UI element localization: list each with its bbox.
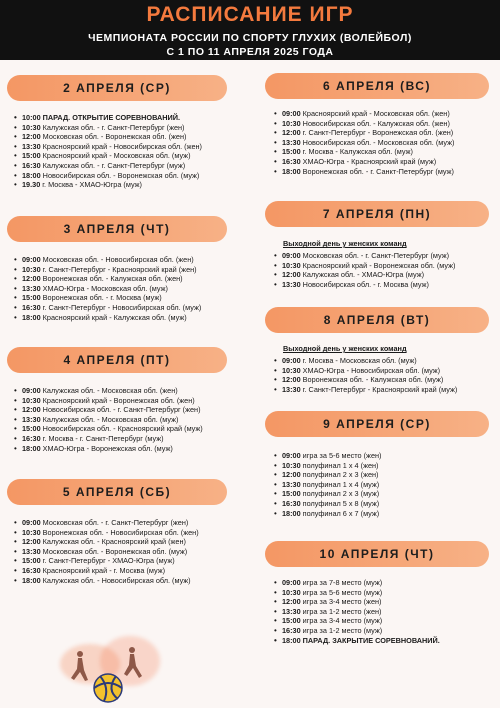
schedule-item bbox=[274, 128, 498, 138]
match-description: полуфинал 6 х 7 (муж) bbox=[302, 508, 380, 518]
match-description: игра за 5-6 место (муж) bbox=[302, 587, 383, 597]
volleyball-decoration bbox=[60, 636, 160, 706]
match-description: г. Санкт-Петербург - Красноярский край (муж) bbox=[302, 384, 458, 394]
match-time: 10:30 bbox=[22, 264, 41, 274]
schedule-item bbox=[274, 607, 498, 617]
match-description: Воронежская обл. - Калужская обл. (муж) bbox=[302, 375, 444, 385]
schedule-item bbox=[14, 566, 254, 576]
schedule-item bbox=[14, 434, 254, 444]
match-time: 15:00 bbox=[282, 489, 301, 499]
match-time: 15:00 bbox=[22, 424, 41, 434]
match-description: Московская обл. - Воронежская обл. (муж) bbox=[42, 546, 188, 556]
match-time: 10:30 bbox=[22, 122, 41, 132]
schedule-item bbox=[274, 280, 498, 290]
match-description: Калужская обл. - г. Санкт-Петербург (жен) bbox=[42, 122, 185, 132]
match-description: Красноярский край - Калужская обл. (муж) bbox=[42, 312, 187, 322]
match-time: 15:00 bbox=[22, 151, 41, 161]
match-description: г. Москва - г. Санкт-Петербург (муж) bbox=[42, 433, 164, 443]
match-description: игра за 1-2 место (жен) bbox=[302, 606, 382, 616]
match-time: 18:00 bbox=[22, 170, 41, 180]
match-description: Новосибирская обл. - г. Санкт-Петербург (жен) bbox=[42, 405, 201, 415]
match-description: Московская обл. - г. Санкт-Петербург (жен) bbox=[42, 518, 189, 527]
match-time: 13:30 bbox=[22, 283, 41, 293]
schedule-item bbox=[14, 284, 254, 294]
header-banner bbox=[0, 0, 500, 60]
schedule-item bbox=[14, 132, 254, 142]
day-heading: 6 АПРЕЛЯ (ВС) bbox=[265, 73, 489, 99]
schedule-item bbox=[274, 109, 498, 119]
match-description: Московская обл. - г. Санкт-Петербург (муж) bbox=[302, 251, 450, 260]
match-time: 18:00 bbox=[282, 635, 301, 645]
schedule-item bbox=[14, 396, 254, 406]
schedule-item bbox=[14, 274, 254, 284]
match-description: ХМАО-Югра - Новосибирская обл. (муж) bbox=[302, 365, 441, 375]
match-time: 16:30 bbox=[22, 160, 41, 170]
schedule-item bbox=[274, 451, 498, 461]
match-description: ПАРАД. ОТКРЫТИЕ СОРЕВНОВАНИЙ. bbox=[42, 113, 181, 122]
day-schedule bbox=[274, 451, 498, 518]
day-heading: 4 АПРЕЛЯ (ПТ) bbox=[7, 347, 227, 373]
schedule-item bbox=[14, 444, 254, 454]
schedule-item bbox=[274, 375, 498, 385]
match-description: полуфинал 2 х 3 (муж) bbox=[302, 489, 380, 499]
day-heading: 5 АПРЕЛЯ (СБ) bbox=[7, 479, 227, 505]
match-time: 09:00 bbox=[282, 356, 301, 365]
schedule-item bbox=[274, 157, 498, 167]
schedule-item bbox=[274, 167, 498, 177]
match-time: 12:00 bbox=[22, 274, 41, 284]
rest-day-note: Выходной день у женских команд bbox=[283, 239, 407, 248]
match-time: 10:30 bbox=[282, 587, 301, 597]
match-time: 12:00 bbox=[282, 270, 301, 280]
match-time: 13:30 bbox=[282, 137, 301, 147]
day-heading: 8 АПРЕЛЯ (ВТ) bbox=[265, 307, 489, 333]
match-time: 16:30 bbox=[282, 625, 301, 635]
day-heading: 3 АПРЕЛЯ (ЧТ) bbox=[7, 216, 227, 242]
day-schedule bbox=[274, 578, 498, 645]
match-description: г. Москва - Московская обл. (муж) bbox=[302, 356, 417, 365]
match-time: 16:30 bbox=[282, 156, 301, 166]
match-description: Красноярский край - Московская обл. (муж) bbox=[42, 151, 191, 161]
match-description: ХМАО-Югра - Московская обл. (муж) bbox=[42, 283, 168, 293]
schedule-item bbox=[274, 147, 498, 157]
match-time: 13:30 bbox=[282, 479, 301, 489]
day-schedule bbox=[274, 356, 498, 394]
match-time: 10:30 bbox=[282, 118, 301, 128]
match-time: 13:30 bbox=[22, 546, 41, 556]
match-description: Новосибирская обл. - Воронежская обл. (муж) bbox=[42, 170, 200, 180]
match-description: Новосибирская обл. - Калужская обл. (жен) bbox=[302, 118, 450, 128]
day-schedule bbox=[274, 109, 498, 176]
schedule-item bbox=[14, 405, 254, 415]
match-time: 18:00 bbox=[22, 443, 41, 453]
match-time: 16:30 bbox=[22, 565, 41, 575]
schedule-item bbox=[274, 270, 498, 280]
match-time: 12:00 bbox=[282, 128, 301, 138]
match-time: 10:30 bbox=[282, 460, 301, 470]
match-description: Красноярский край - г. Москва (муж) bbox=[42, 565, 166, 575]
match-time: 18:00 bbox=[22, 312, 41, 322]
match-time: 12:00 bbox=[282, 597, 301, 607]
schedule-item bbox=[274, 626, 498, 636]
match-description: Красноярский край - Воронежская обл. (жен) bbox=[42, 395, 195, 405]
match-description: Красноярский край - Новосибирская обл. (жен) bbox=[42, 141, 202, 151]
match-time: 10:30 bbox=[282, 365, 301, 375]
match-description: Калужская обл. - ХМАО-Югра (муж) bbox=[302, 270, 425, 280]
match-time: 09:00 bbox=[282, 251, 301, 260]
day-heading: 2 АПРЕЛЯ (СР) bbox=[7, 75, 227, 101]
match-time: 09:00 bbox=[282, 578, 301, 587]
match-time: 15:00 bbox=[22, 556, 41, 566]
match-description: игра за 5-6 место (жен) bbox=[302, 451, 382, 460]
championship-subtitle: ЧЕМПИОНАТА РОССИИ ПО СПОРТУ ГЛУХИХ (ВОЛЕЙБОЛ) bbox=[88, 32, 412, 44]
match-description: игра за 1-2 место (муж) bbox=[302, 625, 383, 635]
schedule-item bbox=[274, 499, 498, 509]
schedule-item bbox=[274, 461, 498, 471]
schedule-item bbox=[274, 251, 498, 261]
schedule-item bbox=[14, 113, 254, 123]
schedule-item bbox=[14, 415, 254, 425]
volleyball-icon bbox=[94, 674, 122, 702]
schedule-item bbox=[14, 537, 254, 547]
match-description: г. Санкт-Петербург - ХМАО-Югра (муж) bbox=[42, 556, 175, 566]
match-time: 13:30 bbox=[282, 384, 301, 394]
match-description: г. Санкт-Петербург - Новосибирская обл. (муж) bbox=[42, 302, 202, 312]
day-heading: 9 АПРЕЛЯ (СР) bbox=[265, 411, 489, 437]
schedule-item bbox=[274, 578, 498, 588]
match-description: полуфинал 1 х 4 (муж) bbox=[302, 479, 380, 489]
schedule-item bbox=[14, 556, 254, 566]
match-time: 16:30 bbox=[22, 433, 41, 443]
schedule-item bbox=[274, 470, 498, 480]
match-time: 12:00 bbox=[22, 132, 41, 142]
schedule-item bbox=[14, 303, 254, 313]
match-time: 12:00 bbox=[282, 375, 301, 385]
rest-day-note: Выходной день у женских команд bbox=[283, 344, 407, 353]
match-description: ПАРАД. ЗАКРЫТИЕ СОРЕВНОВАНИЙ. bbox=[302, 635, 440, 645]
schedule-item bbox=[14, 161, 254, 171]
schedule-item bbox=[14, 313, 254, 323]
schedule-item bbox=[14, 171, 254, 181]
day-schedule bbox=[14, 386, 254, 453]
schedule-item bbox=[14, 386, 254, 396]
schedule-item bbox=[14, 265, 254, 275]
match-description: полуфинал 5 х 8 (муж) bbox=[302, 498, 380, 508]
schedule-item bbox=[14, 255, 254, 265]
match-description: Калужская обл. - Новосибирская обл. (муж) bbox=[42, 575, 191, 585]
dates-subtitle: С 1 ПО 11 АПРЕЛЯ 2025 ГОДА bbox=[166, 46, 334, 58]
schedule-item bbox=[274, 616, 498, 626]
match-time: 12:00 bbox=[22, 405, 41, 415]
match-description: г. Москва - ХМАО-Югра (муж) bbox=[42, 180, 142, 190]
match-description: г. Санкт-Петербург - Красноярский край (жен) bbox=[42, 264, 197, 274]
match-time: 09:00 bbox=[282, 451, 301, 460]
match-description: Калужская обл. - Московская обл. (муж) bbox=[42, 414, 179, 424]
match-description: Воронежская обл. - г. Москва (муж) bbox=[42, 293, 162, 303]
match-description: г. Москва - Калужская обл. (муж) bbox=[302, 147, 413, 157]
schedule-item bbox=[14, 142, 254, 152]
match-time: 19.30 bbox=[22, 180, 41, 190]
match-time: 09:00 bbox=[282, 109, 301, 118]
schedule-item bbox=[14, 293, 254, 303]
page-title: РАСПИСАНИЕ ИГР bbox=[146, 3, 354, 26]
day-schedule bbox=[274, 251, 498, 289]
schedule-item bbox=[274, 597, 498, 607]
match-description: Московская обл. - Воронежская обл. (жен) bbox=[42, 132, 187, 142]
schedule-item bbox=[274, 636, 498, 646]
schedule-item bbox=[274, 588, 498, 598]
match-time: 13:30 bbox=[282, 606, 301, 616]
schedule-item bbox=[274, 385, 498, 395]
schedule-item bbox=[274, 356, 498, 366]
match-time: 13:30 bbox=[282, 279, 301, 289]
match-description: полуфинал 2 х 3 (жен) bbox=[302, 470, 379, 480]
match-description: игра за 7-8 место (муж) bbox=[302, 578, 383, 587]
match-time: 09:00 bbox=[22, 386, 41, 395]
match-description: Новосибирская обл. - Московская обл. (муж) bbox=[302, 137, 455, 147]
match-time: 15:00 bbox=[22, 293, 41, 303]
schedule-item bbox=[274, 480, 498, 490]
match-description: г. Санкт-Петербург - Воронежская обл. (жен) bbox=[302, 128, 454, 138]
match-description: игра за 3-4 место (жен) bbox=[302, 597, 382, 607]
match-description: Воронежская обл. - Новосибирская обл. (жен) bbox=[42, 527, 199, 537]
match-description: ХМАО-Югра - Воронежская обл. (муж) bbox=[42, 443, 173, 453]
schedule-item bbox=[274, 138, 498, 148]
match-time: 10:30 bbox=[282, 260, 301, 270]
match-description: Красноярский край - Воронежская обл. (муж) bbox=[302, 260, 456, 270]
match-time: 18:00 bbox=[282, 508, 301, 518]
schedule-item bbox=[274, 509, 498, 519]
day-schedule bbox=[14, 113, 254, 190]
match-description: Воронежская обл. - г. Санкт-Петербург (муж) bbox=[302, 166, 454, 176]
schedule-item bbox=[14, 151, 254, 161]
match-description: полуфинал 1 х 4 (жен) bbox=[302, 460, 379, 470]
schedule-item bbox=[274, 489, 498, 499]
schedule-item bbox=[14, 123, 254, 133]
match-time: 16:30 bbox=[282, 498, 301, 508]
match-description: Московская обл. - Новосибирская обл. (жен) bbox=[42, 255, 194, 264]
schedule-item bbox=[14, 424, 254, 434]
match-description: Калужская обл. - Красноярский край (жен) bbox=[42, 537, 186, 547]
match-time: 13:30 bbox=[22, 414, 41, 424]
day-schedule bbox=[14, 518, 254, 585]
match-time: 15:00 bbox=[282, 147, 301, 157]
match-description: Воронежская обл. - Калужская обл. (жен) bbox=[42, 274, 183, 284]
match-description: ХМАО-Югра - Красноярский край (муж) bbox=[302, 156, 437, 166]
match-description: Калужская обл. - г. Санкт-Петербург (муж) bbox=[42, 160, 186, 170]
match-description: Калужская обл. - Московская обл. (жен) bbox=[42, 386, 178, 395]
match-time: 16:30 bbox=[22, 302, 41, 312]
match-time: 10:30 bbox=[22, 527, 41, 537]
schedule-item bbox=[14, 528, 254, 538]
match-time: 18:00 bbox=[22, 575, 41, 585]
match-description: игра за 3-4 место (муж) bbox=[302, 616, 383, 626]
match-time: 12:00 bbox=[282, 470, 301, 480]
schedule-item bbox=[274, 261, 498, 271]
schedule-item bbox=[14, 576, 254, 586]
schedule-item bbox=[14, 547, 254, 557]
match-description: Красноярский край - Московская обл. (жен) bbox=[302, 109, 450, 118]
match-description: Новосибирская обл. - Красноярский край (муж) bbox=[42, 424, 203, 434]
schedule-item bbox=[14, 180, 254, 190]
schedule-item bbox=[14, 518, 254, 528]
match-time: 18:00 bbox=[282, 166, 301, 176]
match-time: 09:00 bbox=[22, 255, 41, 264]
match-time: 09:00 bbox=[22, 518, 41, 527]
match-time: 15:00 bbox=[282, 616, 301, 626]
match-time: 13:30 bbox=[22, 141, 41, 151]
schedule-item bbox=[274, 119, 498, 129]
match-time: 10:30 bbox=[22, 395, 41, 405]
schedule-item bbox=[274, 366, 498, 376]
match-description: Новосибирская обл. - г. Москва (муж) bbox=[302, 279, 429, 289]
day-schedule bbox=[14, 255, 254, 322]
day-heading: 10 АПРЕЛЯ (ЧТ) bbox=[265, 541, 489, 567]
match-time: 12:00 bbox=[22, 537, 41, 547]
match-time: 10:00 bbox=[22, 113, 41, 122]
day-heading: 7 АПРЕЛЯ (ПН) bbox=[265, 201, 489, 227]
